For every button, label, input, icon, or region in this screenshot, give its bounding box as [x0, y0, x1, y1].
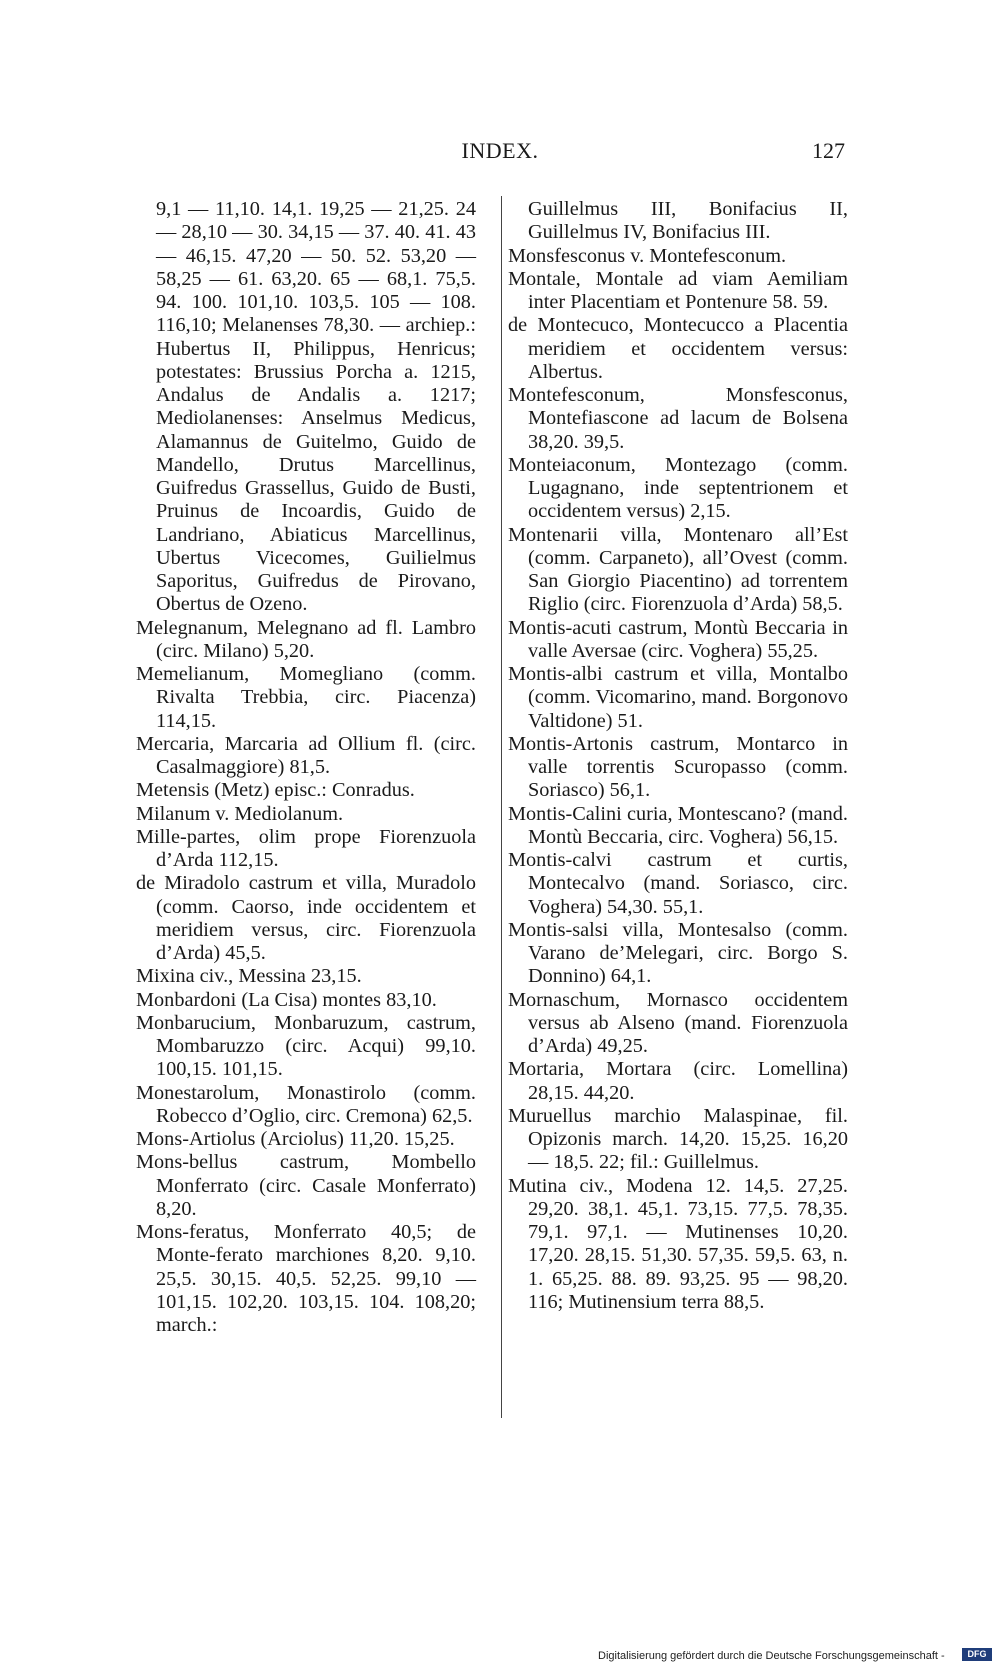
index-entry: Montale, Montale ad viam Aemiliam inter Placentiam et Pontenure 58. 59.	[508, 267, 848, 313]
index-entry: Mille-partes, olim prope Fiorenzuola d’Arda 112,15.	[136, 825, 476, 871]
index-entry: Muruellus marchio Malaspinae, fil. Opizonis march. 14,20. 15,25. 16,20 — 18,5. 22; fil.: Guillelmus.	[508, 1104, 848, 1174]
index-entry: Mons-Artiolus (Arciolus) 11,20. 15,25.	[136, 1128, 455, 1150]
index-entry: de Montecuco, Montecucco a Placentia meridiem et occidentem versus: Albertus.	[508, 314, 848, 383]
digitization-credit: Digitalisierung gefördert durch die Deutsche Forschungsgemeinschaft -	[598, 1650, 945, 1662]
index-entry: de Miradolo castrum et villa, Muradolo (comm. Caorso, inde occidentem et meridiem versus, circ. Fiorenzuola d’Arda) 45,5.	[136, 872, 476, 964]
index-entry: Montis-Calini curia, Montescano? (mand. Montù Beccaria, circ. Voghera) 56,15.	[508, 802, 848, 848]
page-header-title: INDEX.	[461, 138, 539, 163]
index-entry: Mornaschum, Mornasco occidentem versus ab Alseno (mand. Fiorenzuola d’Arda) 49,25.	[508, 988, 848, 1057]
page-number: 127	[812, 138, 845, 163]
index-entry: Milanum v. Mediolanum.	[136, 802, 344, 825]
index-entry: Mons-feratus, Monferrato 40,5; de Monte-ferato marchiones 8,20. 9,10. 25,5. 30,15. 40,5. 52,25. 99,10 — 101,15. 102,20. 103,15. 104. 108,20; march.:	[136, 1221, 476, 1336]
index-entry: Montenarii villa, Montenaro all’Est (comm. Carpaneto), all’Ovest (comm. San Giorgio Piacentino) ad torrentem Riglio (circ. Fiorenzuola d’Arda) 58,5.	[508, 523, 848, 616]
index-column-left	[136, 198, 476, 1337]
index-entry: Monbarucium, Monbaruzum, castrum, Mombaruzzo (circ. Acqui) 99,10. 100,15. 101,15.	[136, 1011, 476, 1081]
index-entry: Mercaria, Marcaria ad Ollium fl. (circ. Casalmaggiore) 81,5.	[136, 732, 476, 778]
index-entry: Monteiaconum, Montezago (comm. Lugagnano, inde septentrionem et occidentem versus) 2,15.	[508, 453, 848, 523]
index-entry: Melegnanum, Melegnano ad fl. Lambro (circ. Milano) 5,20.	[136, 616, 476, 662]
index-entry: Mixina civ., Messina 23,15.	[136, 965, 362, 988]
index-entry: Mutina civ., Modena 12. 14,5. 27,25. 29,20. 38,1. 45,1. 73,15. 77,5. 78,35. 79,1. 97,1. — Mutinenses 10,20. 17,20. 28,15. 51,30. 57,35. 59,5. 63, n. 1. 65,25. 88. 89. 93,25. 95 — 98,20. 116; Mutinensium terra 88,5.	[508, 1174, 848, 1313]
index-entry: Mons-bellus castrum, Mombello Monferrato (circ. Casale Monferrato) 8,20.	[136, 1151, 476, 1220]
dfg-logo: DFG	[962, 1648, 992, 1661]
index-entry: Metensis (Metz) episc.: Conradus.	[136, 779, 415, 802]
index-entry: Monbardoni (La Cisa) montes 83,10.	[136, 988, 437, 1011]
index-entry: Montis-Artonis castrum, Montarco in valle torrentis Scuropasso (comm. Soriasco) 56,1.	[508, 732, 848, 802]
index-continuation: Guillelmus III, Bonifacius II, Guillelmus IV, Bonifacius III.	[528, 198, 848, 244]
index-entry: Montis-acuti castrum, Montù Beccaria in valle Aversae (circ. Voghera) 55,25.	[508, 616, 848, 662]
column-divider	[501, 196, 502, 1418]
index-entry: Mortaria, Mortara (circ. Lomellina) 28,15. 44,20.	[508, 1058, 848, 1104]
index-entry: Memelianum, Momegliano (comm. Rivalta Trebbia, circ. Piacenza) 114,15.	[136, 663, 476, 732]
index-entry: Monsfesconus v. Montefesconum.	[508, 244, 787, 267]
index-column-right	[508, 198, 848, 1314]
index-entry: Montefesconum, Monsfesconus, Montefiascone ad lacum de Bolsena 38,20. 39,5.	[508, 384, 848, 453]
index-continuation: 9,1 — 11,10. 14,1. 19,25 — 21,25. 24 — 28,10 — 30. 34,15 — 37. 40. 41. 43 — 46,15. 47,20 — 50. 52. 53,20 — 58,25 — 61. 63,20. 65 — 68,1. 75,5. 94. 100. 101,10. 103,5. 105 — 108. 116,10; Melanenses 78,30. — archiep.: Hubertus II, Philippus, Henricus; potestates: Brussius Porcha a. 1215, Andalus de Andalis a. 1217; Mediolanenses: Anselmus Medicus, Alamannus de Guitelmo, Guido de Mandello, Drutus Marcellinus, Guifredus Grassellus, Guido de Busti, Pruinus de Incoardis, Guido de Landriano, Abiaticus Marcellinus, Ubertus Vicecomes, Guilielmus Saporitus, Guifredus de Pirovano, Obertus de Ozeno.	[156, 198, 476, 616]
index-entry: Montis-albi castrum et villa, Montalbo (comm. Vicomarino, mand. Borgonovo Valtidone) 51.	[508, 663, 848, 732]
index-entry: Montis-salsi villa, Montesalso (comm. Varano de’Melegari, circ. Borgo S. Donnino) 64,1.	[508, 918, 848, 988]
index-entry: Montis-calvi castrum et curtis, Montecalvo (mand. Soriasco, circ. Voghera) 54,30. 55,1.	[508, 849, 848, 918]
index-entry: Monestarolum, Monastirolo (comm. Robecco d’Oglio, circ. Cremona) 62,5.	[136, 1081, 476, 1127]
